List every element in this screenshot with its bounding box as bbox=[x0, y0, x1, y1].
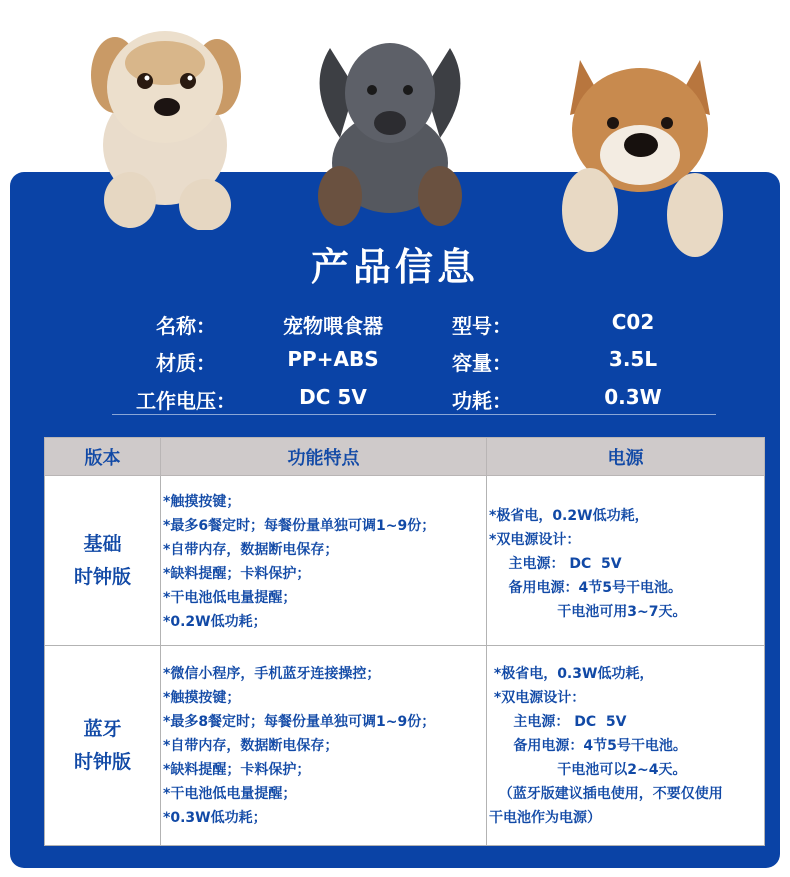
power-item: 备用电源：4节5号干电池。 bbox=[489, 738, 687, 754]
version-cell bbox=[45, 646, 161, 846]
section-title: 产品信息 bbox=[310, 245, 479, 289]
feature-item: *触摸按键； bbox=[163, 494, 241, 510]
power-item: *极省电，0.2W低功耗， bbox=[489, 508, 649, 524]
puppy-gray-image bbox=[300, 28, 480, 228]
spec-divider bbox=[112, 414, 716, 415]
power-cell bbox=[487, 476, 765, 646]
power-item: 干电池作为电源） bbox=[489, 810, 601, 826]
version-name: 基础 bbox=[83, 532, 122, 555]
spec-capacity-label: 容量： bbox=[452, 351, 512, 375]
table-row bbox=[45, 646, 765, 846]
spec-power-label: 功耗： bbox=[452, 389, 512, 413]
spec-name-label: 名称： bbox=[156, 314, 216, 338]
spec-material-value: PP+ABS bbox=[287, 347, 379, 371]
spec-name-value: 宠物喂食器 bbox=[283, 314, 383, 338]
puppy-tan-image bbox=[555, 45, 725, 260]
feature-item: *自带内存，数据断电保存； bbox=[163, 738, 339, 754]
power-item: 干电池可以2~4天。 bbox=[489, 762, 687, 778]
power-item: *双电源设计： bbox=[489, 690, 586, 706]
version-cell bbox=[45, 476, 161, 646]
features-cell bbox=[161, 476, 487, 646]
feature-item: *缺料提醒；卡料保护； bbox=[163, 566, 311, 582]
table-row bbox=[45, 476, 765, 646]
spec-material-label: 材质： bbox=[156, 351, 216, 375]
version-subname: 时钟版 bbox=[73, 565, 131, 588]
puppy-cream-image bbox=[85, 15, 245, 230]
power-item: 主电源： DC 5V bbox=[489, 556, 622, 572]
power-cell bbox=[487, 646, 765, 846]
header-power: 电源 bbox=[487, 438, 765, 476]
feature-item: *0.3W低功耗； bbox=[163, 810, 267, 826]
feature-item: *干电池低电量提醒； bbox=[163, 786, 297, 802]
header-version: 版本 bbox=[45, 438, 161, 476]
spec-model-value: C02 bbox=[611, 310, 655, 334]
feature-item: *0.2W低功耗； bbox=[163, 614, 267, 630]
version-table bbox=[44, 437, 765, 846]
feature-item: *触摸按键； bbox=[163, 690, 241, 706]
spec-power-value: 0.3W bbox=[604, 385, 662, 409]
feature-item: *干电池低电量提醒； bbox=[163, 590, 297, 606]
feature-item: *最多8餐定时；每餐份量单独可调1~9份； bbox=[163, 714, 436, 730]
spec-voltage-value: DC 5V bbox=[299, 385, 367, 409]
header-features: 功能特点 bbox=[161, 438, 487, 476]
version-name: 蓝牙 bbox=[83, 717, 122, 740]
feature-item: *缺料提醒；卡料保护； bbox=[163, 762, 311, 778]
spec-capacity-value: 3.5L bbox=[608, 347, 658, 371]
power-item: 备用电源：4节5号干电池。 bbox=[489, 580, 682, 596]
power-item: *极省电，0.3W低功耗， bbox=[489, 666, 654, 682]
spec-voltage-label: 工作电压： bbox=[136, 389, 236, 413]
feature-item: *最多6餐定时；每餐份量单独可调1~9份； bbox=[163, 518, 436, 534]
feature-item: *自带内存，数据断电保存； bbox=[163, 542, 339, 558]
table-header-row bbox=[45, 438, 765, 476]
version-subname: 时钟版 bbox=[73, 750, 131, 773]
features-cell bbox=[161, 646, 487, 846]
power-item: *双电源设计： bbox=[489, 532, 581, 548]
power-item: 主电源： DC 5V bbox=[489, 714, 627, 730]
power-item: 干电池可用3~7天。 bbox=[489, 604, 687, 620]
spec-model-label: 型号： bbox=[452, 314, 512, 338]
feature-item: *微信小程序，手机蓝牙连接操控； bbox=[163, 666, 381, 682]
power-item: （蓝牙版建议插电使用，不要仅使用 bbox=[489, 786, 723, 802]
